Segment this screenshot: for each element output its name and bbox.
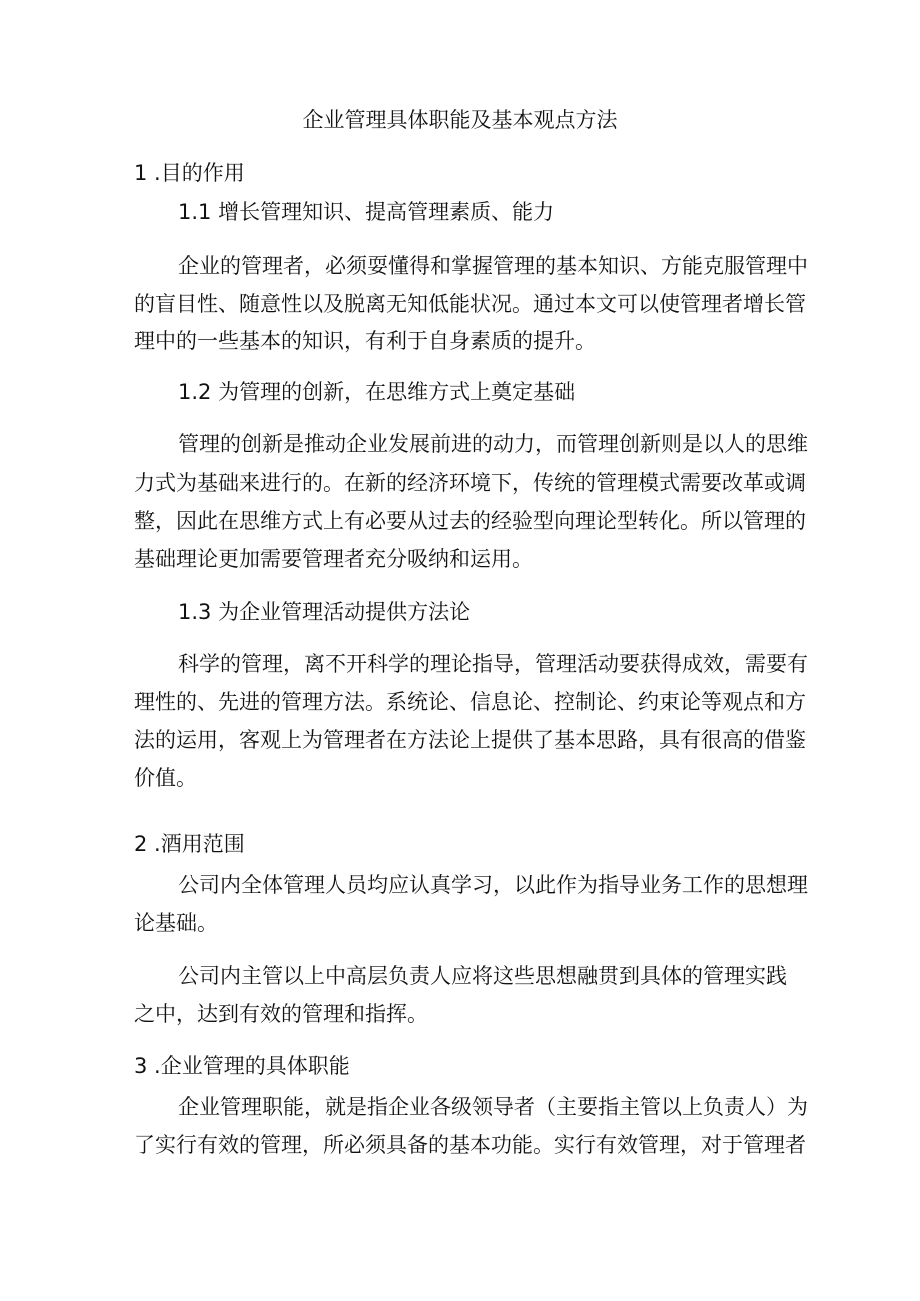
section-3-heading: 3 .企业管理的具体职能 <box>134 1054 350 1078</box>
subsection-1-2-heading: 1.2 为管理的创新，在思维方式上奠定基础 <box>178 380 576 404</box>
paragraph-line: 整，因此在思维方式上有必要从过去的经验型向理论型转化。所以管理的 <box>134 509 806 533</box>
paragraph-line: 了实行有效的管理，所必须具备的基本功能。实行有效管理，对于管理者 <box>134 1133 806 1157</box>
subsection-1-3-heading: 1.3 为企业管理活动提供方法论 <box>178 600 471 624</box>
subsection-1-1-heading: 1.1 增长管理知识、提高管理素质、能力 <box>178 200 555 224</box>
paragraph-line: 之中，达到有效的管理和指挥。 <box>134 1002 428 1026</box>
paragraph-line: 力式为基础来进行的。在新的经济环境下，传统的管理模式需要改革或调 <box>134 471 806 495</box>
paragraph-line: 的盲目性、随意性以及脱离无知低能状况。通过本文可以使管理者增长管 <box>134 292 806 316</box>
paragraph-line: 基础理论更加需要管理者充分吸纳和运用。 <box>134 547 533 571</box>
paragraph-line: 管理的创新是推动企业发展前进的动力，而管理创新则是以人的思维 <box>178 432 808 456</box>
paragraph-line: 企业管理职能，就是指企业各级领导者（主要指主管以上负责人）为 <box>178 1095 808 1119</box>
paragraph-line: 法的运用，客观上为管理者在方法论上提供了基本思路，具有很高的借鉴 <box>134 728 806 752</box>
section-1-heading: 1 .目的作用 <box>134 161 245 185</box>
document-title: 企业管理具体职能及基本观点方法 <box>302 108 618 132</box>
paragraph-line: 公司内全体管理人员均应认真学习，以此作为指导业务工作的思想理 <box>178 873 808 897</box>
paragraph-line: 价值。 <box>134 766 197 790</box>
paragraph-line: 理中的一些基本的知识，有利于自身素质的提升。 <box>134 329 596 353</box>
paragraph-line: 公司内主管以上中高层负责人应将这些思想融贯到具体的管理实践 <box>178 964 787 988</box>
section-2-heading: 2 .酒用范围 <box>134 832 245 856</box>
paragraph-line: 科学的管理，离不开科学的理论指导，管理活动要获得成效，需要有 <box>178 652 808 676</box>
paragraph-line: 理性的、先进的管理方法。系统论、信息论、控制论、约束论等观点和方 <box>134 690 806 714</box>
paragraph-line: 论基础。 <box>134 911 218 935</box>
paragraph-line: 企业的管理者，必须耍懂得和掌握管理的基本知识、方能克服管理中 <box>178 254 808 278</box>
